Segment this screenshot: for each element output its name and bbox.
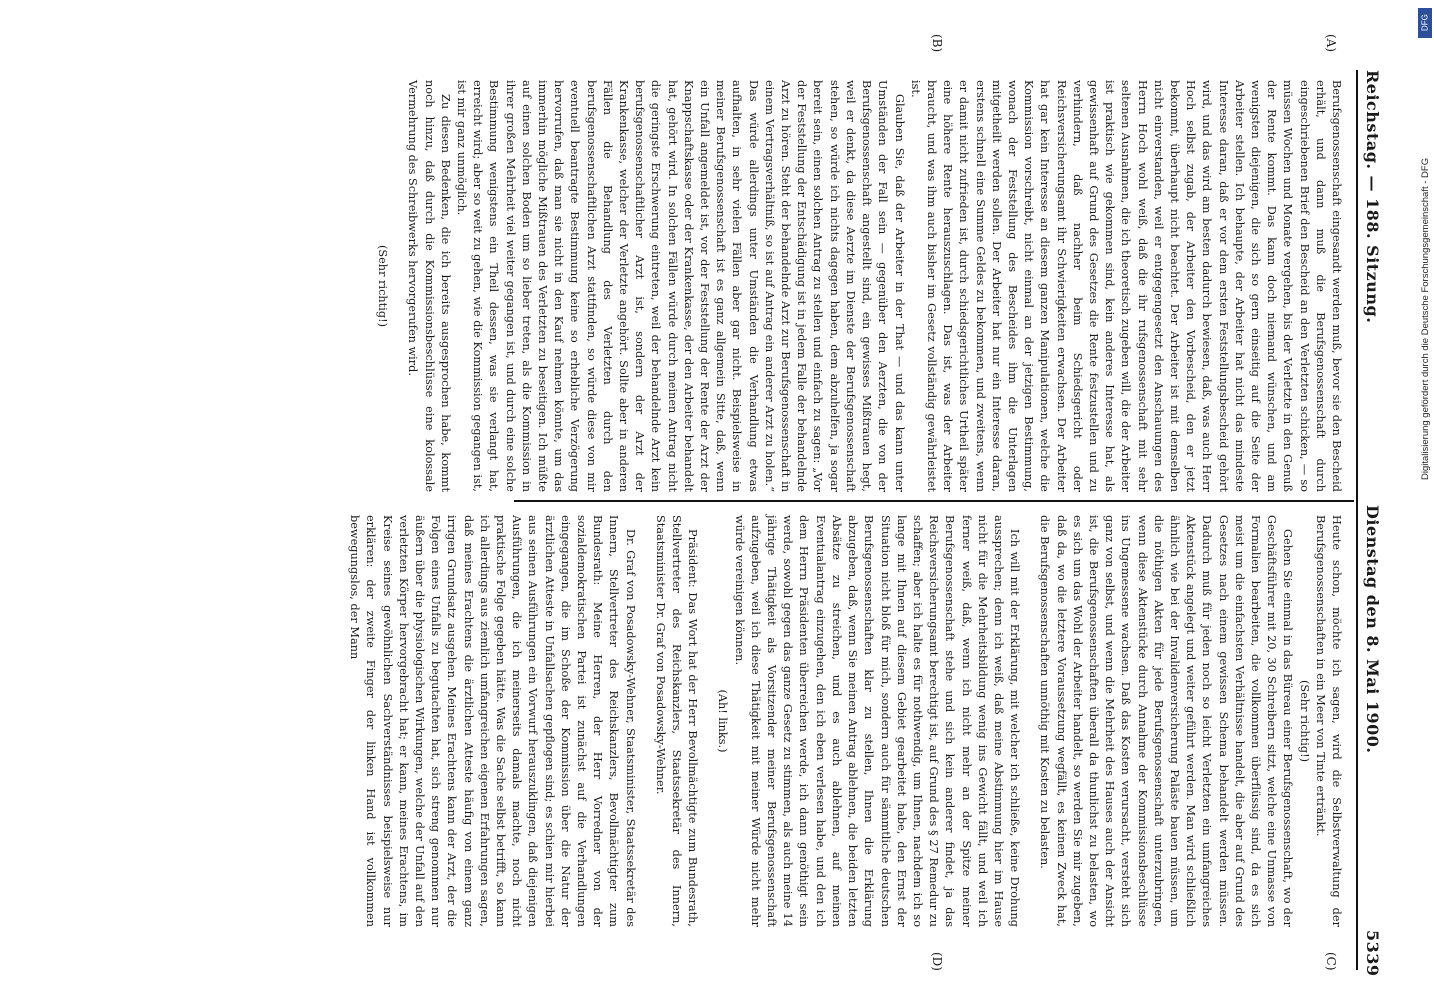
margin-marker-d: (D) bbox=[930, 952, 944, 971]
paragraph: Heute schon, möchte ich sagen, wird die Selbstverwaltung der Berufsgenossenschaften in ein Meer von Tinte ertränkt. bbox=[1313, 515, 1343, 927]
text-column-left bbox=[376, 80, 1344, 492]
margin-marker-c: (C) bbox=[1324, 952, 1338, 971]
paragraph: Ich will mit der Erklärung, mit welcher ich schließe, keine Drohung aussprechen; denn ich weiß, daß meine Abstimmung hier im Hause nicht für die Mehrheitsbildung wenig ins Gewicht fällt, und weil ich ferner weiß, daß, wenn ich nicht mehr an der Spitze meiner Berufsgenossenschaft stehe und sich kein anderer findet, ja das Reichsversicherungsamt berechtigt ist, auf Grund des § 27 Remedur zu schaffen; aber ich halte es für nothwendig, um Ihnen, nachdem ich so lange mit Ihnen auf diesem Gebiet gearbeitet habe, den Ernst der Situation nicht bloß für mich, sondern auch für sämmtliche deutschen Berufsgenossenschaften klar zu stellen, Ihnen die Erklärung abzugeben, daß, wenn Sie meinen Antrag ablehnen, die beiden letzten Absätze zu streichen, und es auch ablehnen, auf meinen Eventualantrag einzugehen, den ich eben verlesen habe, und den ich dem Herrn Präsidenten überreichen werde, ich dann genöthigt sein werde, sowohl gegen das ganze Gesetz zu stimmen, als auch meine 14 jährige Thätigkeit als Vorsitzender meiner Berufsgenossenschaft aufzugeben, weil ich diese Thätigkeit mit meiner Würde nicht mehr würde vereinigen können. bbox=[732, 515, 1022, 927]
paragraph: Berufsgenossenschaft eingesandt werden muß, bevor sie den Bescheid erhält, und dann muß die Berufsgenossenschaft durch eingeschriebenen Brief den Bescheid an den Verletzten schicken, — so müssen Wochen und Monate vergehen, bis der Verletzte in den Genuß der Rente kommt. Das kann doch niemand wünschen, und am wenigsten diejenigen, die sich so gern einseitig auf die Seite der Arbeiter stellen. Ich behaupte, der Arbeiter hat nicht das mindeste Interesse daran, daß er vor dem ersten Feststellungsbescheid gehört wird, und das wird am besten dadurch bewiesen, daß, was auch Herr Hoch selbst zugab, der Arbeiter den Vorbescheid, den er jetzt bekommt, überhaupt nicht beachtet. Der Arbeiter ist mit demselben nicht einverstanden, weil er entgegengesetzt den Anschauungen des Herrn Hoch wohl weiß, daß die ihr rufsgenossenschaft mit sehr seltenen Ausnahmen, die ich theoretisch zugeben will, die der Arbeiter ist praktisch wie gekommen sind, kein anderes Interesse hat, als gewissenhaft auf Grund des Gesetzes die Rente festzustellen und zu verhindern, daß nachher beim Schiedsgericht oder Reichsversicherungsamt ihr Schwierigkeiten erwachsen. Der Arbeiter hat gar kein Interesse an diesem ganzen Manipulationen, welche die Kommission vorschreibt, nicht einmal an der jetzigen Bestimmung, wonach der Feststellung des Bescheides ihm die Unterlagen mitgetheilt werden sollen. Der Arbeiter hat nur ein Interesse daran, erstens schnell eine Summe Geldes zu bekommen, und zweitens, wenn er damit nicht zufrieden ist, durch schiedsgerichtliches Urtheil später eine höhere Rente herauszuschlagen. Das ist, was der Arbeiter braucht, und was ihm auch bisher im Gesetz vollständig gewährleistet ist. bbox=[908, 80, 1343, 492]
dfg-logo: DFG bbox=[1418, 8, 1432, 38]
margin-marker-b: (B) bbox=[930, 34, 944, 53]
header-date: Dienstag den 8. Mai 1900. bbox=[1363, 505, 1382, 754]
interjection: (Ah! links.) bbox=[716, 689, 730, 753]
text-column-right bbox=[348, 515, 1344, 927]
column-divider bbox=[514, 500, 1354, 502]
president-statement: Präsident: Das Wort hat der Herr Bevollmächtigte zum Bundesrath, Stellvertreter des Reichskanzlers, Staatssekretär des Innern, Staatsminister Dr. Graf von Posadowsky-Wehner. bbox=[653, 515, 700, 927]
speaker-paragraph: Dr. Graf von Posadowsky-Wehner, Staatsminister, Staatssekretär des Innern, Stellvertreter des Reichskanzlers, Bevollmächtigter zum Bundesrath: Meine Herren, der Herr Vorredner von der sozialdemokratischen Partei ist zunächst auf die Verhandlungen eingegangen, die im Schoße der Kommission über die Natur der ärztlichen Atteste in Unfallsachen gepflogen sind; es schien mir hierbei aus seinen Ausführungen ein Vorwurf herauszuklingen, daß diejenigen Ausführungen, die ich meinerseits damals machte, noch nicht praktische Folge gegeben hätte. Was die Sache selbst betrifft, so kann ich allerdings aus ziemlich umfangreichen eigenen Erfahrungen sagen, daß meines Erachtens die ärztlichen Atteste häufig von einem ganz irrigen Grundsatz ausgehen. Meines Erachtens kann der Arzt, der die Folgen eines Unfalls zu begutachten hat, sich streng genommen nur äußern über die physiologischen Wirkungen, welche der Unfall auf den verletzten Körper hervorgebracht hat; er kann, meines Erachtens, im Kreise seines gewöhnlichen Sachverständnisses beispielsweise nur erklären: der zweite Finger der linken Hand ist vollkommen bewegungslos, der Mann bbox=[348, 515, 637, 927]
paragraph: Glauben Sie, daß der Arbeiter in der That — und das kann unter Umständen der Fall sein — gegenüber den Aerzten, die von der Berufsgenossenschaft angestellt sind, ein gewisses Mißtrauen hegt, weil er denkt, da diese Aerzte im Dienste der Berufsgenossenschaft stehen, so würde ich nichts dagegen haben, dem abzuhelfen, ja sogar bereit sein, einen solchen Antrag zu stellen und einfach zu sagen: „Vor der Feststellung der Entschädigung ist in jedem Falle der behandelnde Arzt zu hören. Steht der behandelnde Arzt zur Berufsgenossenschaft in einem Vertragsverhältniß, so ist auf Antrag ein anderer Arzt zu holen.“ Das würde allerdings unter Umständen die Verhandlung etwas aufhalten, in sehr vielen Fällen aber gar nicht. Beispielsweise in meiner Berufsgenossenschaft ist es ganz allgemein Sitte, daß, wenn ein Unfall angemeldet ist, vor der Feststellung der Rente der Arzt der Knappschaftskasse oder der Krankenkasse, der den Arbeiter behandelt hat, gehört wird. In solchen Fällen würde durch meinen Antrag nicht die geringste Erschwerung eintreten, weil der behandelnde Arzt kein berufsgenossenschaftlicher Arzt ist, sondern der Arzt der Krankenkasse, welcher der Verletzte angehört. Sollte aber in anderen Fällen die Behandlung des Verletzten durch den berufsgenossenschaftlichen Arzt stattfinden, so würde diese von mir eventuell beantragte Bestimmung keine so erhebliche Verzögerung hervorrufen, daß man sie nicht in den Kauf nehmen könnte, um das immerhin mögliche Mißtrauen des Verletzten zu beseitigen. Ich müßte auf einen solchen Boden um so lieber treten, als die Kommission in ihrer großen Mehrheit viel weiter gegangen ist, und durch eine solche Bestimmung wenigstens ein Theil dessen, was sie verlangt hat, erreicht wird; aber so weit zu gehen, wie die Kommission gegangen ist, ist mir ganz unmöglich. bbox=[455, 80, 906, 492]
margin-marker-a: (A) bbox=[1324, 34, 1338, 53]
paragraph: Zu diesen Bedenken, die ich bereits ausgesprochen habe, kommt noch hinzu, daß durch die Kommissionsbeschlüsse eine kolossale Vermehrung des Schreibwerks hervorgerufen wird. bbox=[406, 80, 452, 492]
page-number: 5339 bbox=[1363, 930, 1382, 977]
digitization-credit: Digitalisierung gefördert durch die Deutsche Forschungsgemeinschaft - DFG bbox=[1420, 157, 1431, 480]
header-left: Reichstag. — 188. Sitzung. bbox=[1363, 70, 1382, 324]
interjection: (Sehr richtig!) bbox=[1297, 679, 1311, 763]
header-rule bbox=[1356, 70, 1358, 970]
paragraph: Gehen Sie einmal in das Büreau einer Berufsgenossenschaft, wo der Geschäftsführer mit 20, 30 Schreibern sitzt, welche eine Unmasse von Formalien bearbeiten, die vollkommen überflüssig sind, da es sich meist um die einfachsten Verhältnisse handelt, die aber auf Grund des Gesetzes nach einem gewissen Schema behandelt werden müssen. Dadurch muß für jeden noch so leicht Verletzten ein umfangreiches Aktenstück angelegt und weiter geführt werden. Man wird schließlich ähnlich wie bei der Invalidenversicherung Paläste bauen müssen, um die nöthigen Akten für jede Berufsgenossenschaft unterzubringen, wenn diese Aktenstücke durch Annahme der Kommissionsbeschlüsse ins Ungemessene wachsen. Daß das Kosten verursacht, versteht sich ganz von selbst, und wenn die Mehrheit des Hauses auch der Ansicht ist, die Berufsgenossenschaften überall da thunlichst zu belasten, wo es sich um das Wohl der Arbeiter handelt, so werden Sie mir zugeben, daß da, wo die letztere Voraussetzung wegfällt, es keinen Zweck hat, die Berufsgenossenschaften unnöthig mit Kosten zu belasten. bbox=[1038, 515, 1295, 927]
interjection: (Sehr richtig!) bbox=[376, 244, 390, 328]
